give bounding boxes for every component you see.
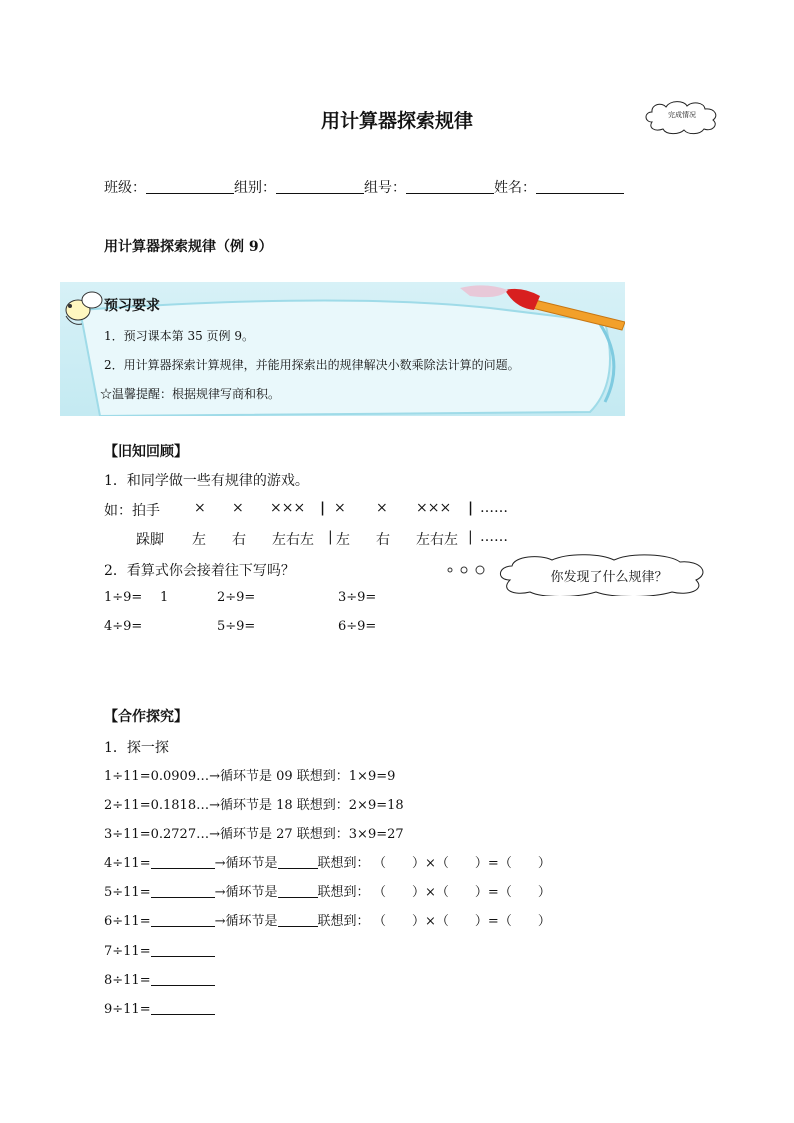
- game-cell: 右: [376, 532, 390, 548]
- explore-heading: 【合作探究】: [104, 709, 188, 725]
- calc-9-div-6: 6÷9=: [338, 619, 377, 634]
- lesson-subtitle: 用计算器探索规律（例 9）: [104, 239, 273, 255]
- fill-line-5: [104, 881, 551, 900]
- fill-expr: 6÷11=: [104, 914, 151, 929]
- game-cell: ×: [376, 500, 388, 516]
- calc-9-div-5: 5÷9=: [217, 619, 256, 634]
- calc-9-div-1: 1÷9=: [104, 590, 143, 605]
- game-cell: 右: [232, 532, 246, 548]
- completion-badge-label: 完成情况: [668, 111, 696, 119]
- fill-assoc: 联想到：: [317, 885, 370, 900]
- answer-blank[interactable]: [151, 971, 215, 986]
- fill-formula[interactable]: （ ）×（ ）=（ ）: [379, 885, 551, 900]
- answer-blank[interactable]: [151, 883, 215, 898]
- answer-blank[interactable]: [151, 942, 215, 957]
- cycle-blank[interactable]: [278, 854, 318, 869]
- explore-question-1: 1．探一探: [104, 740, 169, 756]
- preview-tip: ☆温馨提醒：根据规律写商和积。: [100, 387, 281, 401]
- known-line-2: 2÷11=0.1818…→循环节是 18 联想到：2×9=18: [104, 798, 404, 813]
- fill-mid: →循环节是: [214, 885, 278, 900]
- group-number-field[interactable]: [406, 179, 494, 194]
- fill-line-6: [104, 910, 551, 929]
- group-label: 组别：: [234, 180, 276, 196]
- fill-assoc: 联想到：: [317, 914, 370, 929]
- fill-expr: 5÷11=: [104, 885, 151, 900]
- game-cell: 左: [192, 532, 206, 548]
- preview-item-2: 2．用计算器探索计算规律，并能用探索出的规律解决小数乘除法计算的问题。: [104, 358, 520, 372]
- game-row-clap: 如：拍手 × × ××× | × × ××× | ……: [104, 500, 508, 519]
- open-line-7: [104, 942, 215, 959]
- answer-blank[interactable]: [151, 912, 215, 927]
- open-expr: 8÷11=: [104, 973, 151, 988]
- fill-assoc: 联想到：: [317, 856, 370, 871]
- student-info-row: [104, 177, 624, 197]
- known-line-1: 1÷11=0.0909…→循环节是 09 联想到：1×9=9: [104, 769, 396, 784]
- game-cell: ×: [232, 500, 244, 516]
- review-question-2: 2．看算式你会接着往下写吗？: [104, 563, 295, 579]
- game-cell: 左右左: [272, 532, 314, 548]
- open-line-8: [104, 971, 215, 988]
- fill-formula[interactable]: （ ）×（ ）=（ ）: [379, 856, 551, 871]
- class-label: 班级：: [104, 180, 146, 196]
- thought-text: 你发现了什么规律？: [550, 570, 668, 585]
- class-field[interactable]: [146, 179, 234, 194]
- game-cell: ×××: [416, 500, 452, 516]
- calc-9-div-4: 4÷9=: [104, 619, 143, 634]
- cycle-blank[interactable]: [278, 912, 318, 927]
- thought-dots-icon: [444, 562, 494, 578]
- preview-title: 预习要求: [104, 298, 160, 314]
- answer-blank[interactable]: [151, 854, 215, 869]
- game-cell: ×: [334, 500, 346, 516]
- known-line-3: 3÷11=0.2727…→循环节是 27 联想到：3×9=27: [104, 827, 404, 842]
- game-ellipsis: ……: [480, 529, 508, 545]
- game-cell: 左右左: [416, 532, 458, 548]
- review-question-1: 1．和同学做一些有规律的游戏。: [104, 473, 309, 489]
- game-clap-label: 如：拍手: [104, 503, 160, 519]
- name-field[interactable]: [536, 179, 624, 194]
- calc-9-div-2: 2÷9=: [217, 590, 256, 605]
- fill-mid: →循环节是: [214, 914, 278, 929]
- fill-formula[interactable]: （ ）×（ ）=（ ）: [379, 914, 551, 929]
- game-stomp-label: 跺脚: [136, 532, 164, 548]
- review-heading: 【旧知回顾】: [104, 444, 188, 460]
- fill-mid: →循环节是: [214, 856, 278, 871]
- answer-blank[interactable]: [151, 1000, 215, 1015]
- game-cell: ×: [194, 500, 206, 516]
- thought-bubble: [492, 554, 712, 596]
- name-label: 姓名：: [494, 180, 536, 196]
- calc-9-div-3: 3÷9=: [338, 590, 377, 605]
- fill-expr: 4÷11=: [104, 856, 151, 871]
- completion-badge: [642, 98, 722, 136]
- group-field[interactable]: [276, 179, 364, 194]
- group-number-label: 组号：: [364, 180, 406, 196]
- open-expr: 7÷11=: [104, 944, 151, 959]
- open-line-9: [104, 1000, 215, 1017]
- game-ellipsis: ……: [480, 500, 508, 516]
- fill-line-4: [104, 852, 551, 871]
- game-cell: 左: [336, 532, 350, 548]
- calc-9-answer-1: 1: [160, 590, 169, 605]
- game-cell: ×××: [270, 500, 306, 516]
- cycle-blank[interactable]: [278, 883, 318, 898]
- preview-item-1: 1．预习课本第 35 页例 9。: [104, 329, 254, 343]
- page-title: 用计算器探索规律: [320, 110, 473, 132]
- open-expr: 9÷11=: [104, 1002, 151, 1017]
